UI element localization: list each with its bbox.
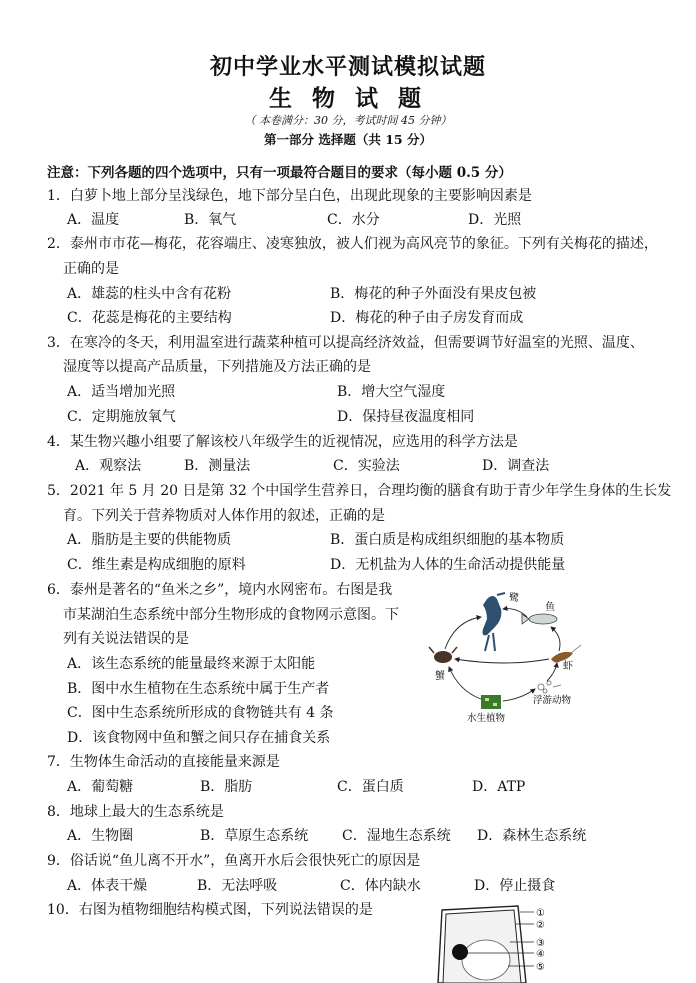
q9-option-c: C．体内缺水 [340, 878, 421, 894]
q2-option-d: D．梅花的种子由子房发育而成 [330, 310, 524, 326]
arrow-plankton-to-shrimp [547, 663, 557, 681]
q6-option-c: C．图中生态系统所形成的食物链共有 4 条 [67, 705, 334, 721]
q7-option-b: B．脂肪 [200, 779, 253, 795]
q1-option-b: B．氧气 [184, 212, 237, 228]
question-3-stem-cont: 湿度等以提高产品质量，下列措施及方法正确的是 [63, 359, 371, 375]
crab-icon [429, 647, 457, 663]
label-shrimp: 虾 [563, 661, 573, 672]
question-9-stem: 9．俗话说“鱼儿离不开水”，鱼离开水后会很快死亡的原因是 [47, 853, 421, 869]
heron-icon [483, 593, 506, 651]
vacuole-icon [462, 940, 510, 980]
q8-option-b: B．草原生态系统 [200, 828, 309, 844]
fish-icon [522, 614, 557, 624]
q1-option-d: D．光照 [468, 212, 522, 228]
q7-option-c: C．蛋白质 [337, 779, 404, 795]
q8-option-a: A．生物圈 [67, 828, 134, 844]
aquatic-plant-icon [481, 695, 501, 709]
question-1-stem: 1．白萝卜地上部分呈浅绿色，地下部分呈白色，出现此现象的主要影响因素是 [47, 188, 532, 204]
question-8-stem: 8．地球上最大的生态系统是 [47, 804, 224, 820]
cell-label-5: ⑤ [536, 962, 545, 973]
label-plankton: 浮游动物 [533, 695, 572, 706]
cell-label-2: ② [536, 920, 545, 931]
arrow-plant-to-crab [449, 667, 481, 699]
label-aquatic-plant: 水生植物 [467, 713, 506, 724]
q3-option-a: A．适当增加光照 [67, 384, 176, 400]
q4-option-b: B．测量法 [184, 458, 251, 474]
q3-option-c: C．定期施放氧气 [67, 409, 176, 425]
q1-option-a: A．温度 [67, 212, 120, 228]
question-4-stem: 4．某生物兴趣小组要了解该校八年级学生的近视情况，应选用的科学方法是 [47, 434, 518, 450]
arrow-plant-to-plankton [503, 689, 535, 701]
q7-option-a: A．葡萄糖 [67, 779, 134, 795]
q9-option-d: D．停止摄食 [474, 878, 556, 894]
cell-label-4: ④ [536, 949, 545, 960]
question-5-stem-cont: 育。下列关于营养物质对人体作用的叙述，正确的是 [63, 508, 385, 524]
q6-option-a: A．该生态系统的能量最终来源于太阳能 [67, 656, 316, 672]
nucleus-icon [452, 944, 468, 960]
label-heron: 鹭 [509, 593, 519, 604]
question-6-stem-cont: 市某湖泊生态系统中部分生物形成的食物网示意图。下 [63, 607, 399, 623]
subject-title: 生 物 试 题 [268, 85, 428, 112]
q5-option-b: B．蛋白质是构成组织细胞的基本物质 [330, 532, 565, 548]
question-7-stem: 7．生物体生命活动的直接能量来源是 [47, 754, 280, 770]
q5-option-d: D．无机盐为人体的生命活动提供能量 [330, 557, 566, 573]
exam-note: （ 本卷满分：30 分，考试时间 45 分钟） [244, 114, 452, 127]
q4-option-a: A．观察法 [75, 458, 142, 474]
q5-option-a: A．脂肪是主要的供能物质 [67, 532, 232, 548]
cell-label-1: ① [536, 908, 545, 919]
question-5-stem: 5．2021 年 5 月 20 日是第 32 个中国学生营养日，合理均衡的膳食有助于青少年学生身体的生长发 [47, 483, 672, 499]
question-2-stem: 2．泰州市市花—梅花，花容端庄、凌寒独放，被人们视为高风亮节的象征。下列有关梅花的描述， [47, 236, 658, 252]
plant-cell-diagram [430, 900, 560, 983]
arrow-shrimp-to-crab [455, 659, 549, 663]
q2-option-b: B．梅花的种子外面没有果皮包被 [330, 286, 537, 302]
q6-option-d: D．该食物网中鱼和蟹之间只存在捕食关系 [67, 730, 331, 746]
arrow-crab-to-heron [445, 617, 481, 649]
q9-option-b: B．无法呼吸 [197, 878, 278, 894]
exam-title: 初中学业水平测试模拟试题 [209, 54, 486, 80]
part-heading: 第一部分 选择题（共 15 分） [264, 132, 432, 147]
q5-option-c: C．维生素是构成细胞的原料 [67, 557, 246, 573]
q8-option-d: D．森林生态系统 [477, 828, 587, 844]
q7-option-d: D．ATP [472, 779, 526, 795]
q9-option-a: A．体表干燥 [67, 878, 148, 894]
q1-option-c: C．水分 [327, 212, 380, 228]
q3-option-b: B．增大空气湿度 [337, 384, 446, 400]
q8-option-c: C．湿地生态系统 [342, 828, 451, 844]
q4-option-d: D．调查法 [482, 458, 550, 474]
label-crab: 蟹 [435, 671, 445, 682]
q2-option-a: A．雄蕊的柱头中含有花粉 [67, 286, 232, 302]
instructions: 注意：下列各题的四个选项中，只有一项最符合题目的要求（每小题 0.5 分） [47, 165, 512, 181]
label-fish: 鱼 [545, 602, 555, 613]
question-10-stem: 10．右图为植物细胞结构模式图，下列说法错误的是 [47, 902, 373, 918]
question-6-stem: 6．泰州是著名的“鱼米之乡”，境内水网密布。右图是我 [47, 582, 393, 598]
plankton-icon [538, 681, 561, 693]
question-3-stem: 3．在寒冷的冬天，利用温室进行蔬菜种植可以提高经济效益，但需要调节好温室的光照、温度、 [47, 335, 644, 351]
food-web-diagram [425, 587, 595, 727]
arrow-shrimp-to-fish [551, 627, 560, 651]
question-2-stem-cont: 正确的是 [63, 261, 119, 277]
q4-option-c: C．实验法 [333, 458, 400, 474]
q3-option-d: D．保持昼夜温度相同 [337, 409, 475, 425]
cell-label-3: ③ [536, 938, 545, 949]
q2-option-c: C．花蕊是梅花的主要结构 [67, 310, 232, 326]
shrimp-icon [551, 645, 581, 663]
question-6-stem-cont2: 列有关说法错误的是 [63, 631, 189, 647]
q6-option-b: B．图中水生植物在生态系统中属于生产者 [67, 681, 330, 697]
